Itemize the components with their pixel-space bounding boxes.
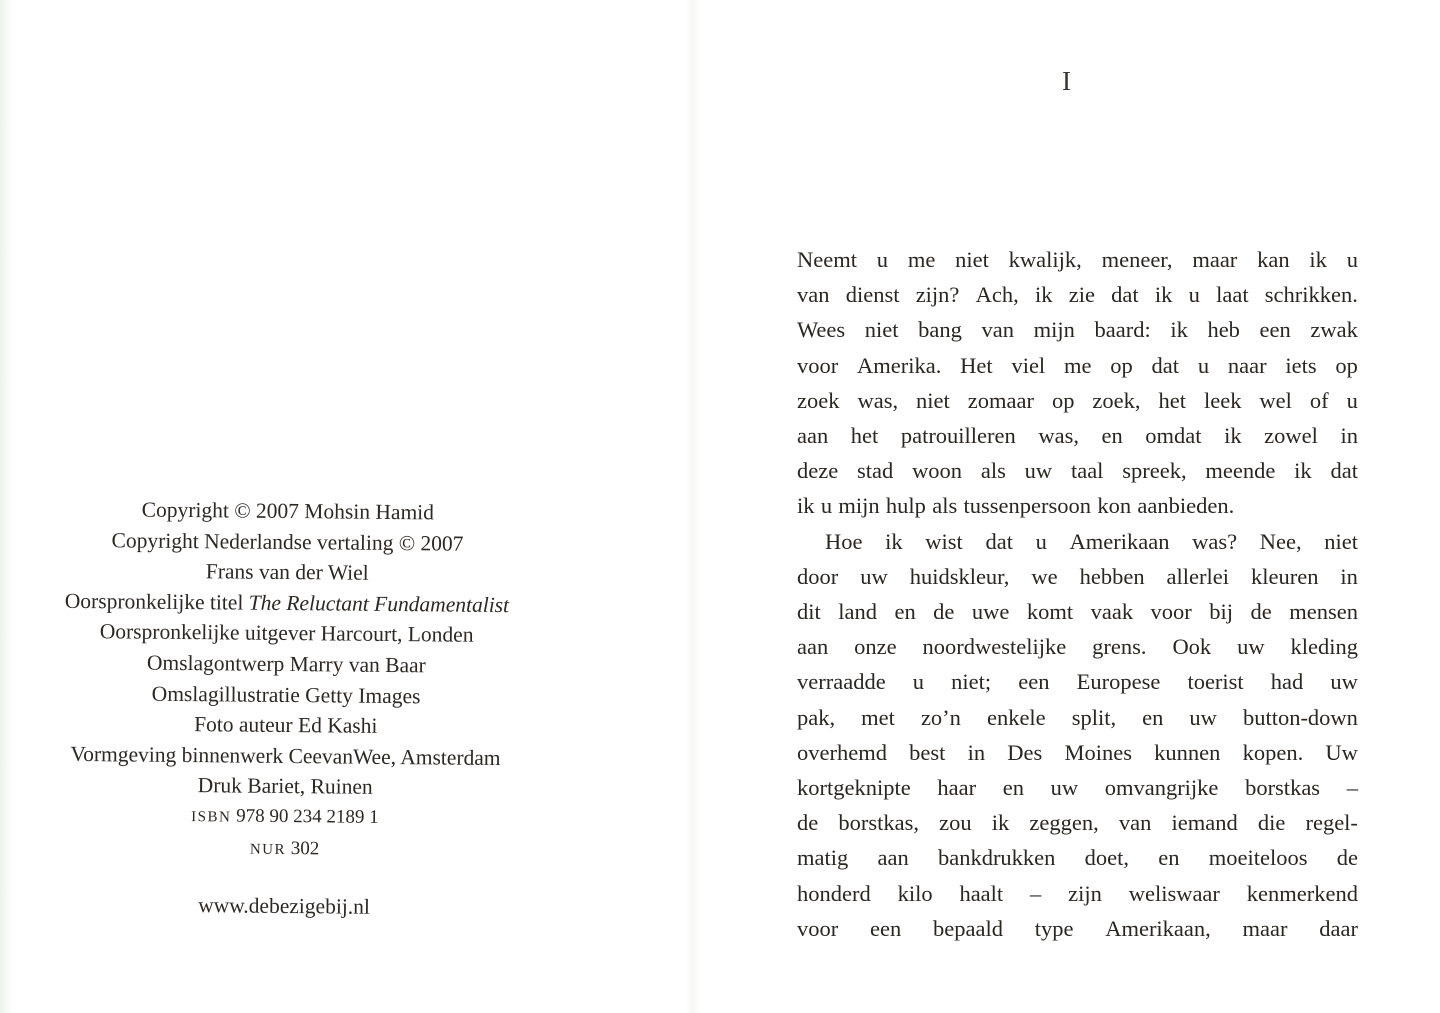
text-line [797,418,1358,453]
word: Wees [797,317,846,343]
original-title-label: Oorspronkelijke titel [64,588,244,615]
word: zou [939,810,972,836]
word: en [1142,704,1164,730]
word: type [1034,915,1074,941]
word: de [933,599,955,625]
word: met [861,704,895,730]
author-photo: Foto auteur Ed Kashi [194,712,378,739]
word: meneer, [1101,247,1173,272]
word: van [797,282,830,308]
word: door [797,563,839,589]
text-line [797,805,1358,840]
word: Nee, [1259,528,1302,554]
word: kon [1097,493,1132,519]
word: viel [1011,352,1046,378]
word: zowel [1264,423,1318,449]
word: – [1346,775,1358,801]
text-line [797,594,1358,629]
word: u [876,247,889,272]
word: en [1101,423,1123,449]
text-line [797,242,1358,277]
copyright-author: Copyright © 2007 Mohsin Hamid [141,497,435,525]
word: woon [912,458,963,484]
word: dat [1330,458,1358,484]
word: als [980,458,1006,484]
word: ik [1170,317,1188,343]
original-title: The Reluctant Fundamentalist [248,590,510,617]
interior-design: Vormgeving binnenwerk CeevanWee, Amsterdam [70,741,501,770]
translator: Frans van der Wiel [205,559,369,585]
word: de [1336,845,1358,871]
word: Hoe [825,528,863,554]
word: of [1309,387,1329,413]
paragraph-2 [797,524,1358,946]
word: ik [1034,282,1053,308]
word: huidskleur, [909,563,1010,589]
chapter-body [797,242,1358,946]
word: dat [1111,282,1139,308]
word: zomaar [967,387,1034,413]
word: uw [1024,458,1053,484]
word: land [838,599,877,625]
isbn-line [15,799,555,836]
word: u [820,493,833,519]
text-line [797,277,1358,312]
text-line [797,911,1358,946]
word: Amerikaan [1069,528,1170,554]
text-line [797,735,1358,770]
word: en [1002,775,1024,801]
word: Des [1007,739,1043,765]
word: bankdrukken [937,845,1056,871]
word: u [1188,282,1200,308]
word: allerlei [1166,563,1230,589]
word: en [1158,845,1180,871]
word: matig [797,845,849,871]
word: omdat [1145,423,1202,449]
word: zwak [1310,317,1358,343]
word: deze [797,458,839,484]
word: in [1340,423,1358,449]
word: – [1030,880,1042,906]
word: maar [1192,247,1238,272]
word: vaak [1090,599,1134,625]
word: voor [797,352,839,378]
word: Neemt [797,247,857,272]
word: u [912,669,925,695]
word: noordwestelijke [922,634,1067,660]
word: tussenpersoon [963,493,1092,519]
word: de [797,810,819,836]
word: me [907,247,936,272]
word: omvangrijke [1104,775,1219,801]
word: enkele [986,704,1046,730]
word: een [1018,669,1050,695]
word: u [1035,528,1047,554]
text-line [797,488,1358,523]
word: leek [1203,387,1242,413]
word: daar [1319,915,1358,941]
word: ik [1309,247,1327,272]
word: ik [991,810,1010,836]
word: u [1197,352,1210,378]
word: haar [937,775,977,801]
text-line [797,629,1358,664]
text-line [797,348,1358,383]
original-publisher: Oorspronkelijke uitgever Harcourt, Londen [99,619,474,648]
word: hulp [885,493,926,519]
word: weliswaar [1128,880,1220,906]
text-line [797,840,1358,875]
word: Ach, [975,282,1019,308]
paragraph-1 [797,242,1358,524]
text-line [797,453,1358,488]
word: kwalijk, [1008,247,1082,272]
word: overhemd [797,739,887,765]
word: komt [1026,599,1074,625]
word: we [1031,563,1058,589]
word: van [1118,810,1152,836]
word: de [1250,599,1272,625]
word: regel- [1305,810,1358,836]
word: in [1340,563,1358,589]
word: me [1063,352,1092,378]
word: niet [864,317,899,343]
word: kilo [897,880,933,906]
word: aan [877,845,909,871]
word: ik [885,528,903,554]
word: taal [1070,458,1104,484]
word: voor [797,915,839,941]
word: was? [1192,528,1238,554]
text-line [797,770,1358,805]
cover-design: Omslagontwerp Marry van Baar [146,650,426,678]
word: het [850,423,879,449]
word: split, [1071,704,1117,730]
word: kortgeknipte [797,775,911,801]
word: uw [860,563,888,589]
word: kan [1257,247,1290,272]
word: kopen. [1242,739,1304,765]
word: heb [1207,317,1240,343]
word: onze [854,634,897,660]
word: niet [1324,528,1358,554]
word: spreek, [1122,458,1187,484]
word: bij [1209,599,1234,625]
word: u [1346,387,1358,413]
text-line [797,876,1358,911]
word: button-down [1242,704,1358,730]
word: zijn? [915,282,960,308]
word: van [981,317,1014,343]
word: zijn [1068,880,1102,906]
word: zoek [797,387,840,413]
word: borstkas, [838,810,919,836]
word: zoek, [1092,387,1141,413]
publisher-website: www.debezigebij.nl [198,893,371,919]
word: ik [1224,423,1242,449]
word: borstkas [1245,775,1321,801]
word: ik [1154,282,1173,308]
word: meende [1205,458,1276,484]
copyright-translation: Copyright Nederlandse vertaling © 2007 [111,527,464,556]
word: aan [797,634,829,660]
word: zo’n [920,704,961,730]
word: toerist [1187,669,1244,695]
word: naar [1227,352,1267,378]
book-gutter [686,0,700,1013]
word: ik [1294,458,1312,484]
word: op [1110,352,1133,378]
word: zeggen, [1029,810,1099,836]
nur-value: 302 [290,837,320,859]
word: baard: [1094,317,1151,343]
word: Amerika. [857,352,942,378]
word: niet [955,247,989,272]
word: mijn [838,493,880,519]
word: haalt [959,880,1004,906]
printing: Druk Bariet, Ruinen [197,773,373,800]
word: kunnen [1154,739,1221,765]
word: ik [797,493,815,519]
text-line [797,383,1358,418]
word: en [894,599,916,625]
cover-illustration: Omslagillustratie Getty Images [151,681,421,708]
word: uw [1050,775,1079,801]
word: zie [1068,282,1095,308]
nur-label: NUR [249,841,287,858]
word: Het [960,352,993,378]
word: laat [1216,282,1249,308]
word: kenmerkend [1246,880,1358,906]
word: Ook [1172,634,1212,660]
word: moeiteloos [1208,845,1308,871]
word: maar [1242,915,1288,941]
left-page-edge [0,0,14,1013]
text-line [797,700,1358,735]
word: iemand [1171,810,1238,836]
word: Europese [1076,669,1161,695]
word: Amerikaan, [1105,915,1211,941]
text-line [797,664,1358,699]
word: niet; [951,669,992,695]
word: als [932,493,958,519]
word: niet [916,387,950,413]
word: wel [1259,387,1292,413]
isbn-value: 978 90 234 2189 1 [236,805,379,828]
word: iets [1285,352,1317,378]
word: Moines [1064,739,1132,765]
word: kleuren [1250,563,1319,589]
word: uw [1237,634,1265,660]
word: uw [1189,704,1217,730]
word: aanbieden. [1137,493,1235,519]
word: doet, [1084,845,1130,871]
text-line [797,312,1358,347]
word: op [1335,352,1358,378]
word: mensen [1289,599,1358,625]
word: was, [857,387,899,413]
word: kleding [1290,634,1358,660]
word: op [1051,387,1075,413]
word: bang [918,317,962,343]
word: u [1346,247,1358,272]
word: aan [797,423,829,449]
word: uwe [971,599,1010,625]
word: bepaald [932,915,1003,941]
word: grens. [1092,634,1147,660]
word: een [870,915,902,941]
word: had [1270,669,1304,695]
word: best [909,739,946,765]
isbn-label: ISBN [191,809,232,826]
colophon [14,493,558,924]
word: dienst [845,282,900,308]
word: Uw [1325,739,1358,765]
text-line [797,559,1358,594]
word: in [967,739,986,765]
word: schrikken. [1264,282,1358,308]
word: pak, [797,704,836,730]
word: stad [857,458,894,484]
word: wist [925,528,963,554]
word: dat [985,528,1013,554]
word: uw [1330,669,1358,695]
word: verraadde [797,669,886,695]
word: die [1257,810,1286,836]
word: was, [1038,423,1079,449]
word: patrouilleren [900,423,1016,449]
text-line [797,524,1358,559]
word: honderd [797,880,871,906]
original-title-line [17,585,557,621]
word: hebben [1079,563,1145,589]
word: dit [797,599,821,625]
word: het [1158,387,1186,413]
chapter-number: I [1062,66,1071,96]
word: voor [1150,599,1192,625]
word: dat [1151,352,1180,378]
word: een [1259,317,1291,343]
word: mijn [1033,317,1075,343]
nur-line [14,831,554,868]
